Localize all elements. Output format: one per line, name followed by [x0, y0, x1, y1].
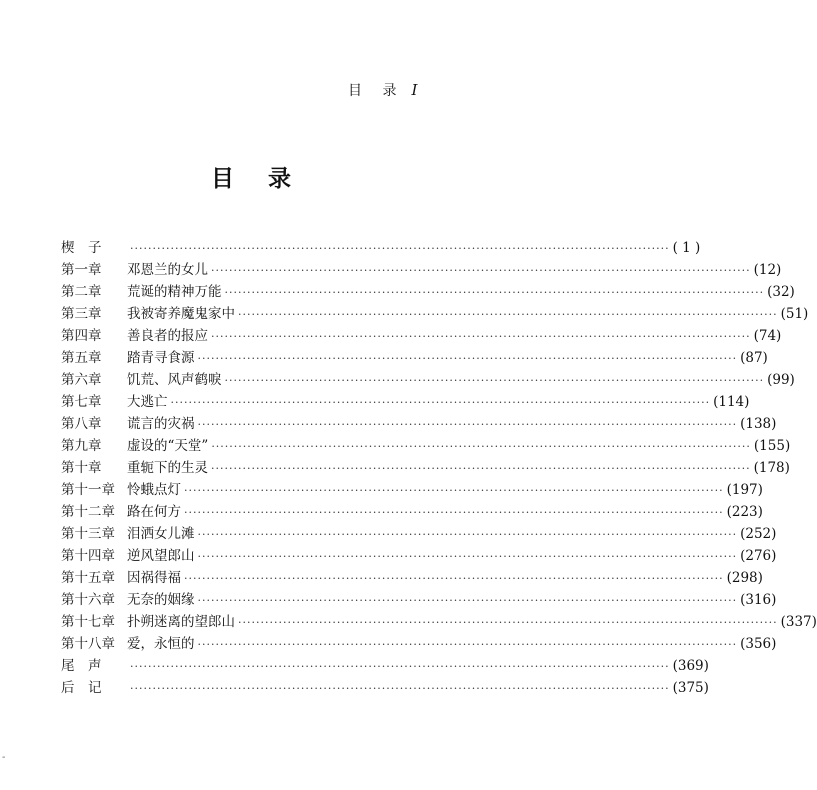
toc-leader-dots: ························································································································ [197, 594, 738, 607]
toc-entry[interactable] [61, 677, 709, 699]
toc-leader-dots: ························································································································ [184, 484, 724, 497]
toc-page-number: (178) [753, 460, 790, 476]
toc-entry[interactable] [61, 589, 777, 611]
toc-leader-dots: ························································································································ [130, 660, 670, 673]
toc-chapter-label: 第十章 [61, 460, 102, 476]
toc-entry[interactable] [61, 347, 768, 369]
toc-leader-dots: ························································································································ [197, 352, 738, 365]
page-title: 目 录 [210, 166, 293, 192]
toc-leader-dots: ························································································································ [211, 440, 751, 453]
toc-entry[interactable] [61, 413, 777, 435]
toc-chapter-label: 第十二章 [61, 504, 115, 520]
toc-chapter-label: 楔 子 [61, 240, 102, 256]
toc-page-number: (316) [740, 592, 777, 608]
toc-chapter-title: 虚设的“天堂” [127, 438, 209, 454]
toc-leader-dots: ························································································································ [184, 506, 724, 519]
toc-chapter-title: 因祸得福 [127, 570, 181, 586]
toc-leader-dots: ························································································································ [197, 638, 738, 651]
toc-chapter-label: 第三章 [61, 306, 102, 322]
toc-page-number: (375) [672, 680, 709, 696]
toc-chapter-label: 第十六章 [61, 592, 115, 608]
toc-chapter-label: 第十八章 [61, 636, 115, 652]
toc-chapter-title: 逆风望郎山 [127, 548, 195, 564]
toc-page-number: (276) [740, 548, 777, 564]
toc-page-number: (155) [753, 438, 791, 454]
toc-page-number: (298) [726, 570, 763, 586]
toc-chapter-label: 第一章 [61, 262, 102, 278]
toc-chapter-label: 第五章 [61, 350, 102, 366]
toc-entry[interactable] [61, 281, 795, 303]
toc-chapter-title: 爱，永恒的 [127, 636, 195, 652]
toc-entry[interactable] [61, 435, 791, 457]
toc-page-number: (12) [753, 262, 782, 278]
toc-chapter-label: 第十五章 [61, 570, 115, 586]
toc-chapter-label: 第九章 [61, 438, 102, 454]
toc-chapter-title: 我被寄养魔鬼家中 [127, 306, 235, 322]
toc-page-number: (337) [780, 614, 817, 630]
toc-page-number: (51) [780, 306, 809, 322]
toc-entry[interactable] [61, 567, 763, 589]
toc-page-number: (356) [740, 636, 777, 652]
table-of-contents [61, 237, 817, 699]
toc-leader-dots: ························································································································ [184, 572, 724, 585]
toc-chapter-label: 第四章 [61, 328, 102, 344]
toc-page-number: (32) [767, 284, 795, 300]
toc-page-number: (252) [740, 526, 777, 542]
toc-page-number: (138) [740, 416, 777, 432]
toc-entry[interactable] [61, 391, 750, 413]
toc-entry[interactable] [61, 611, 817, 633]
toc-entry[interactable] [61, 655, 709, 677]
toc-leader-dots: ························································································································ [130, 242, 670, 255]
toc-chapter-title: 扑朔迷离的望郎山 [127, 614, 235, 630]
toc-leader-dots: ························································································································ [197, 528, 738, 541]
toc-leader-dots: ························································································································ [211, 264, 751, 277]
toc-chapter-label: 第六章 [61, 372, 102, 388]
toc-entry[interactable] [61, 325, 782, 347]
toc-entry[interactable] [61, 259, 782, 281]
toc-leader-dots: ························································································································ [197, 418, 738, 431]
toc-chapter-label: 后 记 [61, 680, 102, 696]
toc-entry[interactable] [61, 523, 777, 545]
toc-leader-dots: ························································································································ [224, 374, 765, 387]
toc-entry[interactable] [61, 479, 763, 501]
toc-chapter-title: 谎言的灾祸 [127, 416, 195, 432]
toc-chapter-label: 第八章 [61, 416, 102, 432]
toc-page-number: (197) [726, 482, 763, 498]
toc-chapter-title: 邓恩兰的女儿 [127, 262, 208, 278]
toc-chapter-title: 荒诞的精神万能 [127, 284, 222, 300]
toc-chapter-label: 第十四章 [61, 548, 115, 564]
toc-chapter-label: 第二章 [61, 284, 102, 300]
toc-entry[interactable] [61, 303, 809, 325]
toc-chapter-title: 无奈的姻缘 [127, 592, 195, 608]
toc-chapter-title: 路在何方 [127, 504, 181, 520]
toc-page-number: ( 1 ) [672, 240, 701, 256]
toc-page-number: (369) [672, 658, 709, 674]
toc-chapter-title: 泪洒女儿滩 [127, 526, 195, 542]
toc-page-number: (114) [713, 394, 750, 410]
toc-entry[interactable] [61, 237, 701, 259]
toc-leader-dots: ························································································································ [211, 330, 751, 343]
running-header [348, 80, 418, 100]
toc-leader-dots: ························································································································ [170, 396, 711, 409]
toc-leader-dots: ························································································································ [197, 550, 738, 563]
toc-chapter-title: 大逃亡 [127, 394, 168, 410]
toc-entry[interactable] [61, 545, 777, 567]
toc-chapter-label: 第十一章 [61, 482, 115, 498]
toc-page-number: (223) [726, 504, 763, 520]
toc-chapter-title: 饥荒、风声鹤唳 [127, 372, 222, 388]
toc-chapter-label: 第十七章 [61, 614, 115, 630]
toc-leader-dots: ························································································································ [130, 682, 670, 695]
toc-entry[interactable] [61, 369, 795, 391]
toc-page-number: (99) [767, 372, 795, 388]
toc-entry[interactable] [61, 457, 790, 479]
toc-page-number: (74) [753, 328, 782, 344]
toc-leader-dots: ························································································································ [211, 462, 751, 475]
toc-leader-dots: ························································································································ [224, 286, 765, 299]
toc-chapter-title: 踏青寻食源 [127, 350, 195, 366]
toc-chapter-label: 尾 声 [61, 658, 102, 674]
header-page-number: I [411, 81, 419, 99]
margin-mark: - [2, 752, 6, 763]
toc-chapter-label: 第七章 [61, 394, 102, 410]
toc-leader-dots: ························································································································ [238, 308, 778, 321]
toc-leader-dots: ························································································································ [238, 616, 778, 629]
toc-chapter-title: 重轭下的生灵 [127, 460, 208, 476]
header-title: 目 录 [348, 83, 398, 99]
toc-chapter-title: 怜蛾点灯 [127, 482, 181, 498]
toc-entry[interactable] [61, 501, 763, 523]
toc-chapter-label: 第十三章 [61, 526, 115, 542]
toc-entry[interactable] [61, 633, 777, 655]
toc-chapter-title: 善良者的报应 [127, 328, 208, 344]
toc-page-number: (87) [740, 350, 768, 366]
